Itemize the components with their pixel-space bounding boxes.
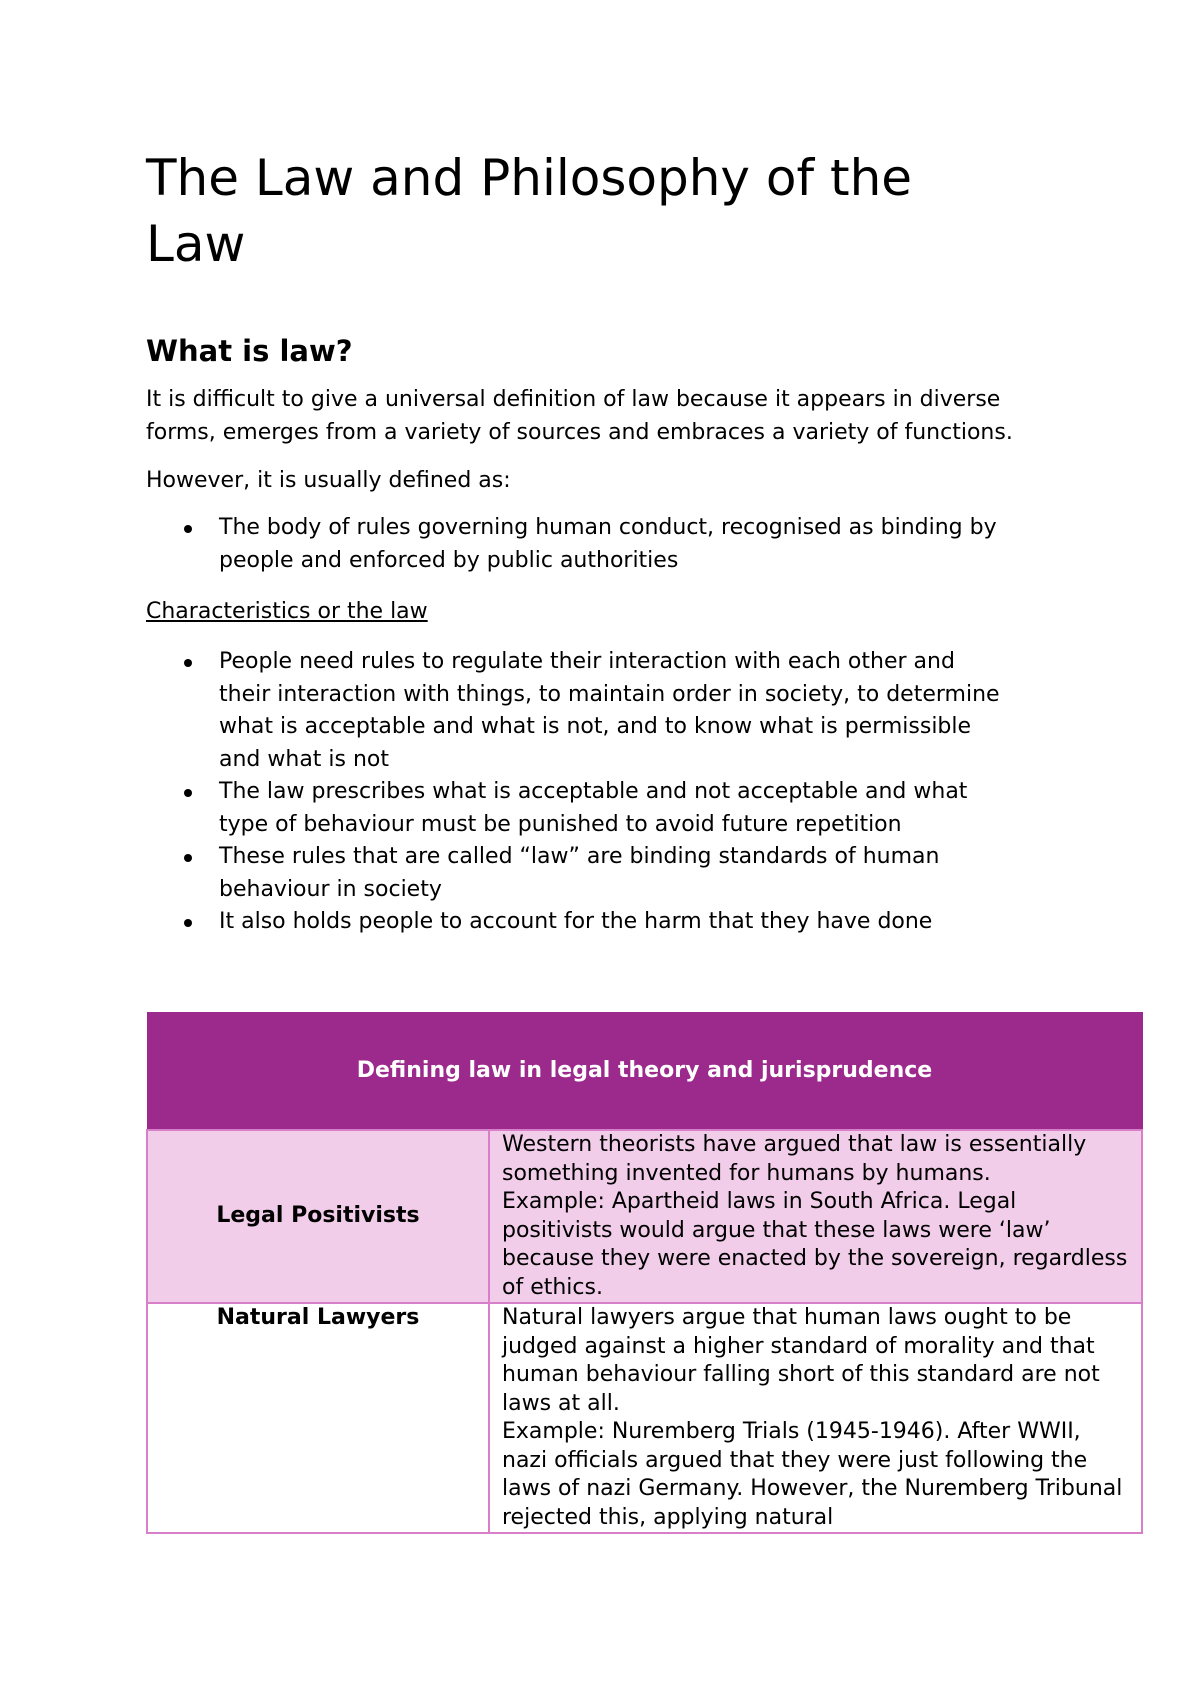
- table-row: [147, 1303, 1142, 1533]
- characteristics-bullet-list: [146, 646, 1142, 939]
- description-example: Example: Nuremberg Trials (1945-1946). After WWII, nazi officials argued that they were just following the laws of nazi Germany. However, the Nuremberg Tribunal rejected this, applying natural: [502, 1419, 1123, 1530]
- intro-paragraph: It is difficult to give a universal definition of law because it appears in diverse forms, emerges from a variety of sources and embraces a variety of functions.: [146, 387, 1013, 445]
- row-description: [489, 1303, 1142, 1533]
- table-header-row: [147, 1013, 1142, 1131]
- section-heading-what-is-law: What is law?: [146, 334, 353, 368]
- bullet-icon: [184, 659, 192, 667]
- bullet-text: The body of rules governing human conduct, recognised as binding by people and enforced by public authorities: [219, 515, 997, 573]
- definition-bullet-list: [146, 512, 1142, 577]
- row-label-natural-lawyers: Natural Lawyers: [147, 1303, 489, 1533]
- law-definitions-table: [146, 1012, 1143, 1534]
- list-item: [146, 646, 1009, 776]
- characteristics-heading: Characteristics or the law: [146, 599, 428, 624]
- table-row: [147, 1130, 1142, 1303]
- list-item: [146, 512, 1009, 577]
- definition-lead-paragraph: However, it is usually defined as:: [146, 468, 511, 493]
- bullet-text: The law prescribes what is acceptable and not acceptable and what type of behaviour must be punished to avoid future repetition: [219, 779, 968, 837]
- list-item: [146, 841, 1009, 906]
- bullet-icon: [184, 854, 192, 862]
- bullet-icon: [184, 919, 192, 927]
- description-example: Example: Apartheid laws in South Africa. Legal positivists would argue that these laws were ‘law’ because they were enacted by the sovereign, regardless of ethics.: [502, 1189, 1128, 1300]
- document-page: [146, 145, 1142, 939]
- document-title: The Law and Philosophy of the Law: [146, 149, 913, 273]
- list-item: [146, 776, 1009, 841]
- description-text: Natural lawyers argue that human laws ought to be judged against a higher standard of morality and that human behaviour falling short of this standard are not laws at all.: [502, 1305, 1100, 1416]
- description-text: Western theorists have argued that law is essentially something invented for humans by humans.: [502, 1132, 1087, 1186]
- row-label-legal-positivists: Legal Positivists: [147, 1130, 489, 1303]
- bullet-icon: [184, 525, 192, 533]
- bullet-text: People need rules to regulate their interaction with each other and their interaction with things, to maintain order in society, to determine what is acceptable and what is not, and to know what is permissible and what is not: [219, 649, 1000, 772]
- list-item: [146, 906, 1009, 939]
- bullet-icon: [184, 789, 192, 797]
- table-header: Defining law in legal theory and jurisprudence: [147, 1013, 1142, 1131]
- bullet-text: It also holds people to account for the harm that they have done: [219, 909, 933, 934]
- bullet-text: These rules that are called “law” are binding standards of human behaviour in society: [219, 844, 940, 902]
- row-description: [489, 1130, 1142, 1303]
